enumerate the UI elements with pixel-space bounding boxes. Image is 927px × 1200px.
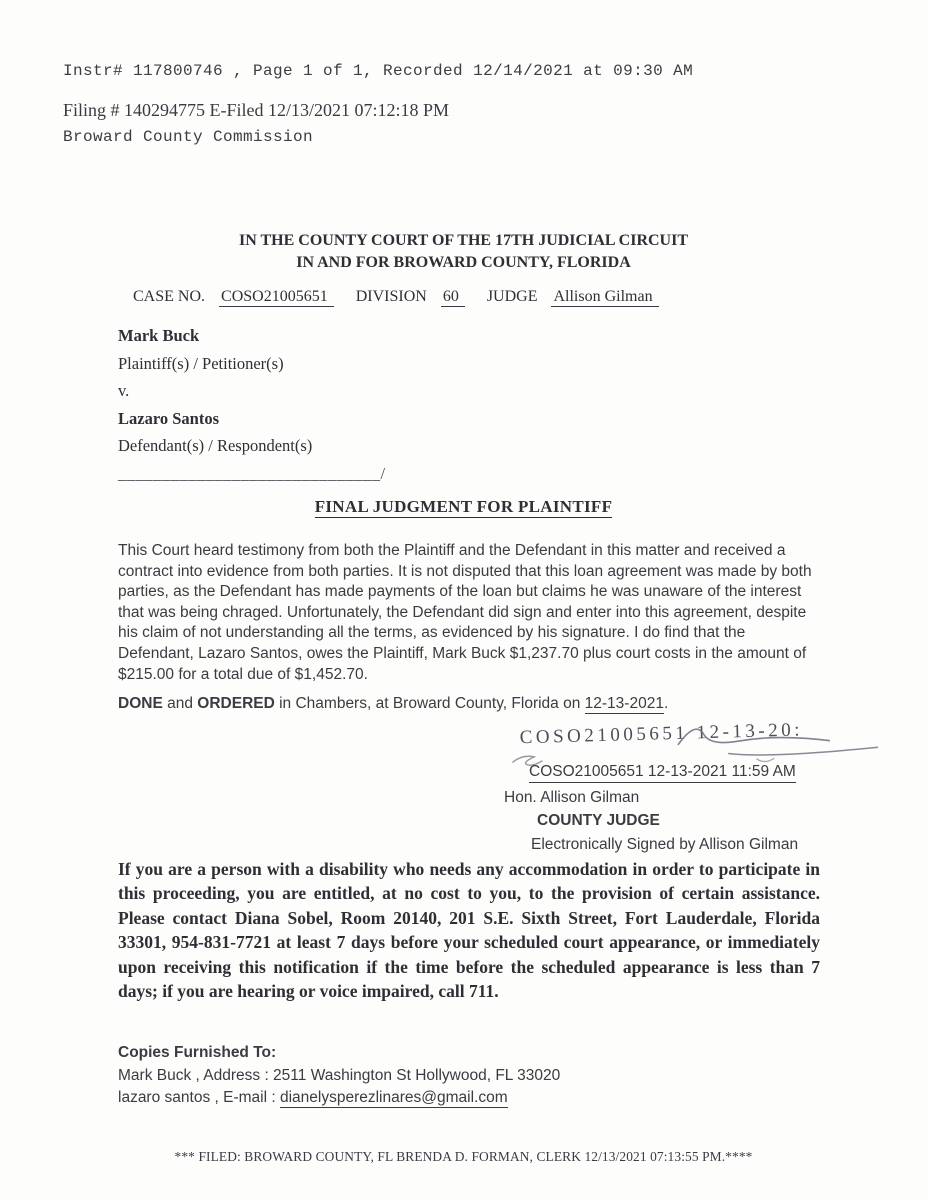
judge-value: Allison Gilman [551,288,658,307]
recording-stamp-line2: Broward County Commission [63,128,314,146]
copies-plaintiff-line: Mark Buck , Address : 2511 Washington St Hollywood, FL 33020 [118,1066,561,1084]
done-ordered-line [118,695,668,713]
ordered-word: ORDERED [197,695,275,712]
period-text: . [663,695,669,712]
copies-heading: Copies Furnished To: [118,1044,277,1061]
court-title-line2: IN AND FOR BROWARD COUNTY, FLORIDA [296,253,631,271]
efiling-line: Filing # 140294775 E-Filed 12/13/2021 07:12:18 PM [63,100,450,120]
esign-stamp-line: COSO21005651 12-13-2021 11:59 AM [529,763,796,783]
defendant-role: Defendant(s) / Respondent(s) [118,436,313,456]
electronic-signature-note: Electronically Signed by Allison Gilman [531,836,799,853]
party-separator-line: ______________________________/ [118,463,386,483]
copies-furnished-block [118,1042,560,1110]
defendant-email: dianelysperezlinares@gmail.com [279,1089,508,1107]
case-no-label: CASE NO. [133,288,206,305]
ada-accommodation-notice: If you are a person with a disability who needs any accommodation in order to participate in this proceeding, you are entitled, at no cost to you, to the provision of certain assistance. Please contact Diana Sobel, Room 20140, 201 S.E. Sixth Street, Fort Lauderdale, Florida 33301, 954-831-7721 at least 7 days before your scheduled court appearance, or immediately upon receiving this notification if the time before the scheduled appearance is less than 7 days; if you are hearing or voice impaired, call 711. [118,859,820,1002]
done-word: DONE [118,695,163,712]
recording-stamp-line1: Instr# 117800746 , Page 1 of 1, Recorded 12/14/2021 at 09:30 AM [63,62,694,80]
judge-label: JUDGE [486,288,538,305]
court-title-line1: IN THE COUNTY COURT OF THE 17TH JUDICIAL CIRCUIT [239,232,688,249]
party-block [118,322,386,488]
division-label: DIVISION [355,288,427,305]
versus-label: v. [118,381,130,401]
judgment-title: FINAL JUDGMENT FOR PLAINTIFF [314,497,613,516]
judgment-body-paragraph: This Court heard testimony from both the Plaintiff and the Defendant in this matter and received a contract into evidence from both parties. It is not disputed that this loan agreement was made by both parties, as the Defendant has made payments of the loan but claims he was unaware of the interest that was being chraged. Unfortunately, the Defendant did sign and enter into this agreement, despite his claim of not understanding all the terms, as evidenced by his signature. I do find that the Defendant, Lazaro Santos, owes the Plaintiff, Mark Buck $1,237.70 plus court costs in the amount of $215.00 for a total due of $1,452.70. [118,542,812,683]
division-value: 60 [441,288,465,307]
plaintiff-role: Plaintiff(s) / Petitioner(s) [118,353,284,373]
case-no-value: COSO21005651 [219,288,334,307]
chambers-text: in Chambers, at Broward County, Florida on [274,695,585,712]
copies-defendant-line [118,1087,560,1110]
court-title [0,230,927,273]
case-caption-line [133,288,659,306]
order-date: 12-13-2021 [584,695,664,712]
judge-title: COUNTY JUDGE [537,812,660,829]
stamp-case-date-text: COSO21005651 12-13-20: [519,719,804,749]
copies-defendant-prefix: lazaro santos , E-mail : [118,1089,280,1107]
clerk-filed-footer: *** FILED: BROWARD COUNTY, FL BRENDA D. FORMAN, CLERK 12/13/2021 07:13:55 PM.**** [174,1150,753,1165]
defendant-name: Lazaro Santos [118,408,219,428]
judge-signature-name: Hon. Allison Gilman [504,789,640,806]
plaintiff-name: Mark Buck [118,326,200,345]
and-text: and [162,695,198,712]
